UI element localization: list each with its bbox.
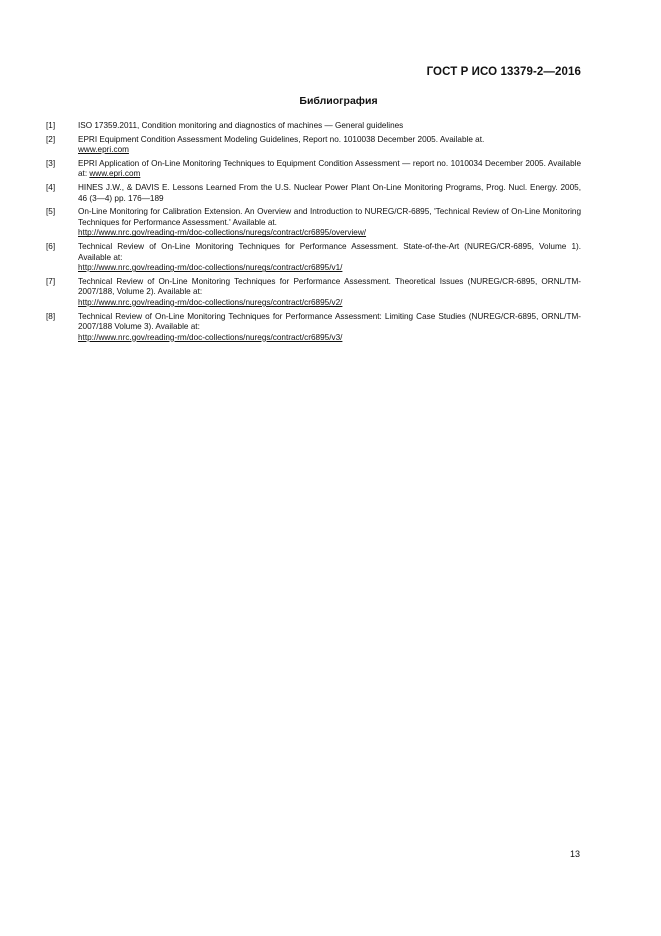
entry-text-content: Technical Review of On-Line Monitoring Techniques for Performance Assessment: Limiting Case Studies (NUREG/CR-6895, ORNL/TM-2007/188 Volume 3). Available at:	[78, 311, 581, 332]
entry-link[interactable]: http://www.nrc.gov/reading-rm/doc-collections/nuregs/contract/cr6895/v1/	[78, 263, 343, 273]
entry-text	[78, 135, 581, 156]
document-header: ГОСТ Р ИСО 13379-2—2016	[426, 66, 581, 78]
bibliography-entry	[46, 183, 581, 204]
entry-number: [7]	[46, 276, 56, 286]
entry-link[interactable]: http://www.nrc.gov/reading-rm/doc-collections/nuregs/contract/cr6895/v2/	[78, 297, 343, 307]
entry-number: [1]	[46, 121, 56, 130]
entry-link[interactable]: http://www.nrc.gov/reading-rm/doc-collections/nuregs/contract/cr6895/v3/	[78, 332, 343, 342]
entry-link[interactable]: http://www.nrc.gov/reading-rm/doc-collections/nuregs/contract/cr6895/overview/	[78, 228, 367, 238]
entry-text-content: HINES J.W., & DAVIS E. Lessons Learned From the U.S. Nuclear Power Plant On-Line Monitoring Programs, Prog. Nucl. Energy. 2005, 46 (3—4) pp. 176—189	[78, 182, 581, 203]
bibliography-entry	[46, 242, 581, 274]
entry-text	[78, 121, 581, 132]
entry-text	[78, 312, 581, 344]
entry-text-content: Technical Review of On-Line Monitoring Techniques for Performance Assessment. State-of-the-Art (NUREG/CR-6895, Volume 1). Available at:	[78, 241, 581, 262]
section-title: Библиография	[299, 95, 378, 107]
entry-number: [3]	[46, 158, 56, 168]
entry-text	[78, 183, 581, 204]
entry-text	[78, 242, 581, 274]
bibliography-entry	[46, 277, 581, 309]
entry-number: [6]	[46, 241, 56, 251]
entry-text-content: EPRI Application of On-Line Monitoring Techniques to Equipment Condition Assessment — report no. 1010034 December 2005. Available at:	[78, 158, 581, 179]
bibliography-list	[46, 121, 581, 346]
entry-link[interactable]: www.epri.com	[89, 169, 141, 179]
entry-text-content: ISO 17359.2011, Condition monitoring and diagnostics of machines — General guidelines	[78, 121, 404, 130]
entry-text	[78, 277, 581, 309]
entry-text-content: Technical Review of On-Line Monitoring Techniques for Performance Assessment. Theoretical Issues (NUREG/CR-6895, ORNL/TM-2007/188, Volume 2). Available at:	[78, 276, 581, 297]
page-number: 13	[569, 849, 580, 859]
entry-text	[78, 159, 581, 180]
entry-text	[78, 207, 581, 239]
entry-number: [5]	[46, 207, 56, 217]
bibliography-entry	[46, 135, 581, 156]
bibliography-entry	[46, 159, 581, 180]
entry-text-content: EPRI Equipment Condition Assessment Modeling Guidelines, Report no. 1010038 December 2005. Available at.	[78, 134, 485, 144]
entry-number: [4]	[46, 182, 56, 192]
entry-link[interactable]: www.epri.com	[78, 145, 129, 155]
bibliography-entry	[46, 121, 581, 132]
entry-text-content: On-Line Monitoring for Calibration Extension. An Overview and Introduction to NUREG/CR-6895, 'Technical Review of On-Line Monitoring Techniques for Performance Assessment.' Available at.	[78, 207, 581, 227]
entry-number: [2]	[46, 134, 56, 144]
bibliography-entry	[46, 207, 581, 239]
bibliography-entry	[46, 312, 581, 344]
entry-number: [8]	[46, 311, 56, 321]
